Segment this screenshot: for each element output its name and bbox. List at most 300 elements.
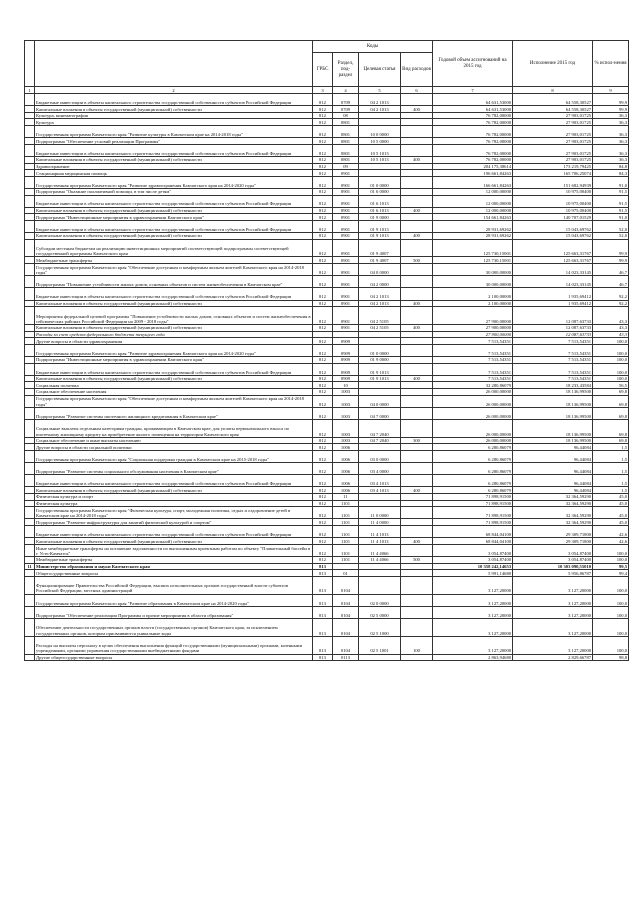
row-percent: 36,3 [593, 156, 629, 163]
table-row [25, 300, 629, 307]
row-expense-type [401, 344, 433, 356]
row-name: Социальные выплаты отдельным категориям граждан, проживающим в Камчатском крае, для уплаты первоначального взноса по ипотечному жилищному кредиту на приобретение жилого помещения на территории Камчатского края [35, 419, 313, 437]
row-target-article: 02 5 1001 [359, 636, 401, 654]
row-name: Государственная программа Камчатского края "Обеспечение доступным и комфортным жильем жителей Камчатского края на 2014-2018 годы" [35, 395, 313, 407]
row-plan: 12 000,00000 [433, 195, 513, 207]
row-plan: 3 054,87400 [433, 556, 513, 563]
row-number [25, 437, 35, 444]
table-row [25, 239, 629, 257]
table-row [25, 475, 629, 487]
row-expense-type [401, 170, 433, 177]
table-row [25, 494, 629, 501]
table-row [25, 444, 629, 451]
row-grbs: 812 [313, 419, 333, 437]
row-fact: 12 087,63733 [513, 331, 593, 338]
row-expense-type [401, 176, 433, 188]
row-fact: 125 663,31767 [513, 257, 593, 264]
row-expense-type: 500 [401, 556, 433, 563]
row-grbs: 812 [313, 239, 333, 257]
row-percent: 43,3 [593, 325, 629, 332]
row-fact: 140 707,01529 [513, 214, 593, 221]
row-grbs: 812 [313, 407, 333, 419]
row-plan: 76 782,00000 [433, 112, 513, 119]
row-name: Государственная программа Камчатского края "Физическая культура, спорт, молодежная политика, отдых и оздоровление детей в Камчатском крае на 2014-2018 годы" [35, 507, 313, 519]
table-row [25, 233, 629, 240]
row-plan: 125 730,15001 [433, 257, 513, 264]
row-plan: 6 280,86079 [433, 475, 513, 487]
row-plan: 68 844,04100 [433, 538, 513, 545]
row-target-article [359, 570, 401, 577]
row-name: Капитальные вложения в объекты государственной (муниципальной) собственности [35, 487, 313, 494]
table-row [25, 654, 629, 661]
table-header [25, 41, 629, 94]
header-cs: Целевая статья [359, 53, 401, 87]
table-row [25, 325, 629, 332]
row-razdel: 11 [333, 494, 359, 501]
row-razdel: 1003 [333, 437, 359, 444]
table-row [25, 450, 629, 462]
row-target-article: 02 5 1000 [359, 618, 401, 636]
row-name: Бюджетные инвестиции в объекты капитального строительства государственной собственности субъектов Российской Федерации [35, 363, 313, 375]
row-target-article: 01 9 4007 [359, 257, 401, 264]
row-target-article: 01 9 1013 [359, 233, 401, 240]
row-expense-type [401, 526, 433, 538]
row-name: Бюджетные инвестиции в объекты капитального строительства государственной собственности субъектов Российской Федерации [35, 195, 313, 207]
row-percent: 36,3 [593, 144, 629, 156]
row-name: Капитальные вложения в объекты государственной (муниципальной) собственности [35, 156, 313, 163]
row-expense-type [401, 594, 433, 606]
row-plan: 5 991,14680 [433, 570, 513, 577]
table-row [25, 407, 629, 419]
row-expense-type [401, 544, 433, 556]
row-target-article: 01 9 4007 [359, 239, 401, 257]
row-plan: 76 782,00000 [433, 119, 513, 126]
header-vr: Вид расходов [401, 53, 433, 87]
row-expense-type [401, 214, 433, 221]
row-number [25, 344, 35, 356]
row-percent: 42,6 [593, 526, 629, 538]
row-fact: 3 054,87400 [513, 556, 593, 563]
row-razdel: 0104 [333, 618, 359, 636]
row-expense-type [401, 220, 433, 232]
row-razdel: 0801 [333, 144, 359, 156]
row-plan: 6 280,86079 [433, 450, 513, 462]
row-target-article: 10 0 0000 [359, 125, 401, 137]
row-expense-type: 400 [401, 538, 433, 545]
colnum: 3 [313, 87, 333, 94]
row-fact: 18 136,99500 [513, 388, 593, 395]
row-expense-type [401, 618, 433, 636]
row-expense-type [401, 507, 433, 519]
row-grbs: 812 [313, 382, 333, 389]
row-number [25, 444, 35, 451]
row-razdel: 0901 [333, 188, 359, 195]
table-row [25, 138, 629, 145]
row-target-article [359, 331, 401, 338]
table-row [25, 163, 629, 170]
row-plan: 28 931,69262 [433, 233, 513, 240]
row-razdel: 0104 [333, 636, 359, 654]
row-fact: 18 136,99500 [513, 407, 593, 419]
row-plan: 30 000,00000 [433, 264, 513, 276]
row-target-article: 01 0 0000 [359, 176, 401, 188]
table-row [25, 176, 629, 188]
row-fact: 27 903,01725 [513, 112, 593, 119]
table-row [25, 618, 629, 636]
row-grbs: 812 [313, 519, 333, 526]
row-razdel: 0801 [333, 119, 359, 126]
row-grbs: 812 [313, 356, 333, 363]
row-name: Общегосударственные вопросы [35, 570, 313, 577]
row-target-article [359, 388, 401, 395]
row-expense-type [401, 388, 433, 395]
row-percent: 100,0 [593, 544, 629, 556]
row-grbs: 812 [313, 526, 333, 538]
row-grbs: 813 [313, 606, 333, 618]
table-row [25, 556, 629, 563]
row-grbs: 812 [313, 307, 333, 325]
row-fact: 27 903,01725 [513, 144, 593, 156]
row-percent: 100,0 [593, 556, 629, 563]
row-percent: 56,5 [593, 382, 629, 389]
row-plan: 64 631,53000 [433, 94, 513, 106]
row-number [25, 487, 35, 494]
row-target-article: 04 2 0000 [359, 276, 401, 288]
row-expense-type [401, 338, 433, 345]
row-fact: 12 087,63733 [513, 307, 593, 325]
row-expense-type [401, 264, 433, 276]
row-expense-type: 400 [401, 207, 433, 214]
table-row [25, 344, 629, 356]
row-number [25, 407, 35, 419]
row-expense-type: 300 [401, 437, 433, 444]
row-fact: 14 023,33145 [513, 276, 593, 288]
table-row [25, 594, 629, 606]
row-name: Социальное обеспечение населения [35, 388, 313, 395]
row-fact: 5 956,86787 [513, 570, 593, 577]
row-fact: 15 043,69762 [513, 233, 593, 240]
row-plan: 7 513,54351 [433, 363, 513, 375]
row-fact: 14 023,33145 [513, 264, 593, 276]
row-expense-type: 400 [401, 375, 433, 382]
row-plan: 3 127,20000 [433, 618, 513, 636]
header-name [35, 41, 313, 87]
row-target-article: 01 9 1013 [359, 220, 401, 232]
row-name: Обеспечение деятельности государственных органов власти (государственных органов) Камчатского края, за исключением государственных органов, которым присваиваются уникальные коды [35, 618, 313, 636]
row-number [25, 207, 35, 214]
table-row [25, 170, 629, 177]
row-plan: 26 000,00000 [433, 388, 513, 395]
row-target-article: 03 4 1013 [359, 487, 401, 494]
row-number [25, 170, 35, 177]
row-number [25, 500, 35, 507]
row-percent: 69,8 [593, 437, 629, 444]
row-target-article [359, 119, 401, 126]
row-plan: 6 280,86079 [433, 463, 513, 475]
colnum: 6 [401, 87, 433, 94]
row-plan: 32 280,86079 [433, 382, 513, 389]
table-body [25, 94, 629, 661]
table-row [25, 526, 629, 538]
header-codes: Коды [313, 41, 433, 53]
row-target-article: 04 2 1013 [359, 300, 401, 307]
row-name: Капитальные вложения в объекты государственной (муниципальной) собственности [35, 106, 313, 113]
table-row [25, 119, 629, 126]
row-name: Капитальные вложения в объекты государственной (муниципальной) собственности [35, 207, 313, 214]
row-percent: 100,0 [593, 356, 629, 363]
row-fact: 18 136,99500 [513, 419, 593, 437]
row-percent: 98,8 [593, 654, 629, 661]
row-grbs: 812 [313, 538, 333, 545]
row-target-article: 03 4 0000 [359, 463, 401, 475]
row-razdel: 0801 [333, 138, 359, 145]
row-percent: 99,5 [593, 563, 629, 570]
table-row [25, 563, 629, 570]
row-name: Мероприятия федеральной целевой программы "Повышение устойчивости жилых домов, основных объектов и систем жизнеобеспечения в сейсмических районах Российской Федерации на 2009 - 2018 годы" [35, 307, 313, 325]
row-fact: 18 136,99500 [513, 437, 593, 444]
row-fact: 64 558,30527 [513, 106, 593, 113]
row-expense-type: 400 [401, 325, 433, 332]
row-plan: 2 100,00000 [433, 300, 513, 307]
table-row [25, 419, 629, 437]
row-target-article [359, 494, 401, 501]
row-grbs: 813 [313, 570, 333, 577]
row-expense-type [401, 239, 433, 257]
row-number [25, 144, 35, 156]
table-row [25, 94, 629, 106]
row-plan: 6 280,86079 [433, 444, 513, 451]
column-numbers-row [25, 87, 629, 94]
colnum: 2 [35, 87, 313, 94]
row-percent: 100,0 [593, 636, 629, 654]
row-name: Подпрограмма "Обеспечение условий реализации Программы" [35, 138, 313, 145]
row-target-article [359, 654, 401, 661]
row-grbs: 812 [313, 388, 333, 395]
row-name: Иные межбюджетные трансферты на погашение задолженности по выполненным проектным работам по объекту "Плавательный бассейн в г. Усть-Камчатск" [35, 544, 313, 556]
row-number [25, 214, 35, 221]
row-target-article: 03 4 1013 [359, 475, 401, 487]
row-expense-type [401, 500, 433, 507]
header-no [25, 41, 35, 87]
row-grbs: 812 [313, 395, 333, 407]
row-number [25, 94, 35, 106]
row-razdel: 0901 [333, 276, 359, 288]
row-name: Государственная программа Камчатского края "Развитие здравоохранения Камчатского края на 2014-2020 годы" [35, 176, 313, 188]
row-plan: 7 513,54351 [433, 375, 513, 382]
row-number [25, 138, 35, 145]
row-grbs: 812 [313, 300, 333, 307]
row-razdel: 0909 [333, 356, 359, 363]
row-expense-type: 400 [401, 233, 433, 240]
row-percent: 100,0 [593, 375, 629, 382]
row-number [25, 257, 35, 264]
row-fact: 1 935,69412 [513, 300, 593, 307]
row-plan: 71 898,91500 [433, 507, 513, 519]
header-fact: Исполнение 2015 год [513, 41, 593, 87]
budget-table [24, 40, 629, 661]
row-razdel: 0901 [333, 288, 359, 300]
row-name: Культура, кинематография [35, 112, 313, 119]
row-percent: 91,0 [593, 214, 629, 221]
colnum: 5 [359, 87, 401, 94]
row-razdel: 0909 [333, 344, 359, 356]
row-target-article [359, 382, 401, 389]
row-razdel: 1006 [333, 444, 359, 451]
row-razdel: 0901 [333, 264, 359, 276]
row-plan: 71 898,91500 [433, 519, 513, 526]
table-row [25, 195, 629, 207]
row-target-article: 04 7 2040 [359, 437, 401, 444]
row-razdel: 1101 [333, 519, 359, 526]
row-razdel: 1101 [333, 507, 359, 519]
row-percent: 91,5 [593, 207, 629, 214]
row-name: Другие вопросы в области социальной политики [35, 444, 313, 451]
row-fact: 7 513,54351 [513, 375, 593, 382]
row-percent: 1,5 [593, 487, 629, 494]
row-number [25, 112, 35, 119]
row-number [25, 494, 35, 501]
row-grbs: 812 [313, 144, 333, 156]
table-row [25, 500, 629, 507]
row-expense-type [401, 450, 433, 462]
table-row [25, 519, 629, 526]
row-target-article: 01 9 1013 [359, 375, 401, 382]
table-row [25, 257, 629, 264]
table-row [25, 125, 629, 137]
row-number [25, 570, 35, 577]
row-percent: 84,3 [593, 170, 629, 177]
row-razdel: 0901 [333, 207, 359, 214]
table-row [25, 144, 629, 156]
row-razdel: 1006 [333, 463, 359, 475]
table-row [25, 220, 629, 232]
row-plan: 12 000,00000 [433, 207, 513, 214]
row-expense-type [401, 138, 433, 145]
row-grbs: 812 [313, 106, 333, 113]
row-percent: 1,5 [593, 444, 629, 451]
row-expense-type: 400 [401, 106, 433, 113]
row-name: Подпрограмма "Обеспечение реализации Программы и прочие мероприятия в области образования" [35, 606, 313, 618]
row-name: Бюджетные инвестиции в объекты капитального строительства государственной собственности субъектов Российской Федерации [35, 288, 313, 300]
row-percent: 45,0 [593, 507, 629, 519]
row-target-article: 11 4 4066 [359, 544, 401, 556]
row-number [25, 125, 35, 137]
row-razdel: 1101 [333, 500, 359, 507]
row-number [25, 338, 35, 345]
row-expense-type [401, 576, 433, 594]
row-target-article: 01 6 0000 [359, 188, 401, 195]
row-number [25, 188, 35, 195]
row-grbs: 812 [313, 233, 333, 240]
table-row [25, 106, 629, 113]
row-target-article: 10 5 1013 [359, 156, 401, 163]
row-fact: 3 127,20000 [513, 576, 593, 594]
row-number [25, 363, 35, 375]
row-fact: 18 233,43584 [513, 382, 593, 389]
row-fact: 10 975,00400 [513, 195, 593, 207]
row-plan: 7 513,54351 [433, 344, 513, 356]
row-razdel: 1006 [333, 450, 359, 462]
row-grbs: 812 [313, 257, 333, 264]
row-grbs: 812 [313, 94, 333, 106]
row-expense-type [401, 407, 433, 419]
row-plan: 3 127,20000 [433, 594, 513, 606]
row-target-article: 04 0 0000 [359, 264, 401, 276]
row-target-article [359, 500, 401, 507]
row-target-article: 01 0 0000 [359, 344, 401, 356]
row-plan: 166 661,84263 [433, 176, 513, 188]
row-name: Капитальные вложения в объекты государственной (муниципальной) собственности [35, 538, 313, 545]
row-plan: 71 898,91500 [433, 494, 513, 501]
table-row [25, 363, 629, 375]
row-name: Культура [35, 119, 313, 126]
row-razdel: 0901 [333, 300, 359, 307]
row-name: Государственная программа Камчатского края "Социальная поддержка граждан в Камчатском крае на 2015-2018 годы" [35, 450, 313, 462]
row-plan: 27 900,00000 [433, 325, 513, 332]
row-grbs: 812 [313, 176, 333, 188]
row-plan: 26 000,00000 [433, 395, 513, 407]
row-name: Субсидии местным бюджетам на реализацию инвестиционных мероприятий соответствующей подпрограммы соответствующей государственной программы Камчатского края [35, 239, 313, 257]
row-expense-type [401, 419, 433, 437]
table-row [25, 437, 629, 444]
row-fact: 32 364,59290 [513, 507, 593, 519]
row-name: Другие общегосударственные вопросы [35, 654, 313, 661]
row-expense-type [401, 494, 433, 501]
row-target-article: 04 2 1013 [359, 106, 401, 113]
header-razdel: Раздел, под-раздел [333, 53, 359, 87]
table-row [25, 636, 629, 654]
row-target-article [359, 338, 401, 345]
row-percent: 99,9 [593, 257, 629, 264]
row-plan: 7 513,54351 [433, 338, 513, 345]
row-fact: 10 975,00400 [513, 188, 593, 195]
row-target-article: 01 9 0000 [359, 356, 401, 363]
row-grbs: 812 [313, 119, 333, 126]
row-target-article [359, 563, 401, 570]
table-row [25, 156, 629, 163]
row-expense-type [401, 125, 433, 137]
row-number [25, 450, 35, 462]
colnum: 1 [25, 87, 35, 94]
row-plan: 204 175,38614 [433, 163, 513, 170]
row-expense-type [401, 463, 433, 475]
row-expense-type: 400 [401, 300, 433, 307]
row-percent: 36,3 [593, 119, 629, 126]
row-expense-type [401, 288, 433, 300]
row-number [25, 526, 35, 538]
row-grbs: 812 [313, 138, 333, 145]
table-row [25, 395, 629, 407]
row-name: Функционирование Правительства Российской Федерации, высших исполнительных органов государственной власти субъектов Российской Федерации, местных администраций [35, 576, 313, 594]
row-percent: 69,8 [593, 388, 629, 395]
row-fact: 10 975,00400 [513, 207, 593, 214]
row-grbs: 812 [313, 156, 333, 163]
row-percent: 1,5 [593, 463, 629, 475]
row-grbs: 812 [313, 288, 333, 300]
row-number [25, 156, 35, 163]
row-percent: 100,0 [593, 594, 629, 606]
row-name: Капитальные вложения в объекты государственной (муниципальной) собственности [35, 375, 313, 382]
row-number [25, 507, 35, 519]
row-target-article: 10 5 1013 [359, 144, 401, 156]
row-plan: 28 931,69262 [433, 220, 513, 232]
row-name: Подпрограмма "Инвестиционные мероприятия в здравоохранении Камчатского края" [35, 356, 313, 363]
row-number [25, 556, 35, 563]
row-fact: 7 513,54351 [513, 363, 593, 375]
row-expense-type [401, 363, 433, 375]
row-razdel: 08 [333, 112, 359, 119]
row-name: Социальное обеспечение и иные выплаты населению [35, 437, 313, 444]
